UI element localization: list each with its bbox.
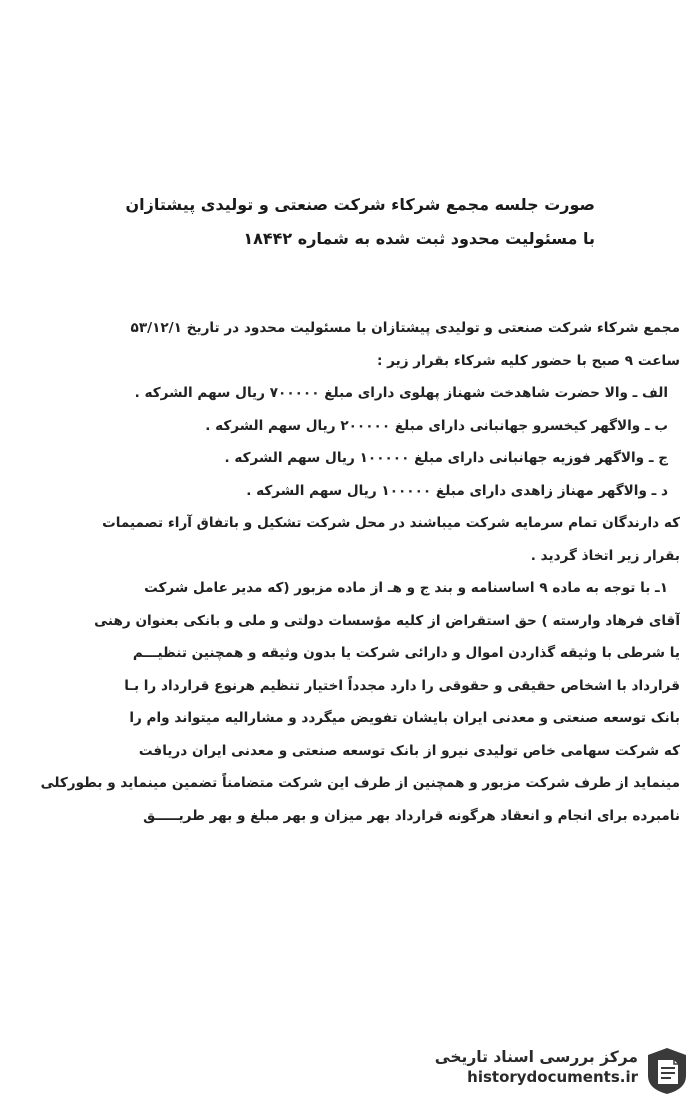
logo-title: مرکز بررسی اسناد تاریخی <box>434 1048 638 1066</box>
body-line: بقرار زیر اتخاذ گردید . <box>530 547 680 564</box>
body-line: بانک توسعه صنعتی و معدنی ایران بایشان تفویض میگردد و مشارالیه میتواند وام را <box>129 710 680 726</box>
body-line: ب ـ والاگهر کیخسرو جهانبانی دارای مبلغ ۲۰۰۰۰۰ ریال سهم الشرکه . <box>205 417 668 434</box>
body-line: یا شرطی با وثیقه گذاردن اموال و دارائی شرکت یا بدون وثیقه و همچنین تنظیـــم <box>132 645 680 661</box>
document-seal-icon <box>644 1046 690 1096</box>
title-line-1: صورت جلسه مجمع شرکاء شرکت صنعتی و تولیدی پیشتازان <box>125 195 595 214</box>
body-line: قرارداد با اشخاص حقیقی و حقوقی را دارد مجدداً اختیار تنظیم هرنوع قرارداد را بـا <box>124 677 680 694</box>
body-line: نامبرده برای انجام و انعقاد هرگونه قرارداد بهر میزان و بهر مبلغ و بهر طریـــــق <box>143 807 680 824</box>
document-body <box>20 312 680 832</box>
body-line: که شرکت سهامی خاص تولیدی نیرو از بانک توسعه صنعتی و معدنی ایران دریافت <box>138 742 680 759</box>
body-line: ج ـ والاگهر فوزیه جهانبانی دارای مبلغ ۱۰۰۰۰۰ ریال سهم الشرکه . <box>224 450 668 466</box>
title-line-2: با مسئولیت محدود ثبت شده به شماره ۱۸۴۴۲ <box>243 229 595 248</box>
body-line: ۱ـ با توجه به ماده ۹ اساسنامه و بند ج و هـ از ماده مزبور (که مدیر عامل شرکت <box>144 580 668 596</box>
body-line: که دارندگان تمام سرمایه شرکت میباشند در محل شرکت تشکیل و باتفاق آراء تصمیمات <box>102 515 680 531</box>
watermark-footer <box>410 1040 690 1100</box>
body-line: ساعت ۹ صبح با حضور کلیه شرکاء بقرار زیر : <box>377 352 680 369</box>
logo-url: historydocuments.ir <box>467 1068 638 1086</box>
logo-text <box>435 1048 638 1086</box>
body-line: الف ـ والا حضرت شاهدخت شهناز پهلوی دارای مبلغ ۷۰۰۰۰۰ ریال سهم الشرکه . <box>134 385 668 401</box>
document-title <box>125 188 595 256</box>
body-line: آقای فرهاد وارسته ) حق استقراض از کلیه مؤسسات دولتی و ملی و بانکی بعنوان رهنی <box>94 612 680 629</box>
body-line: مجمع شرکاء شرکت صنعتی و تولیدی پیشتازان با مسئولیت محدود در تاریخ ۵۳/۱۲/۱ <box>130 320 680 336</box>
body-line: مینماید از طرف شرکت مزبور و همچنین از طرف این شرکت متضامناً تضمین مینماید و بطورکلی <box>40 775 680 791</box>
body-line: د ـ والاگهر مهناز زاهدی دارای مبلغ ۱۰۰۰۰۰ ریال سهم الشرکه . <box>246 482 668 499</box>
